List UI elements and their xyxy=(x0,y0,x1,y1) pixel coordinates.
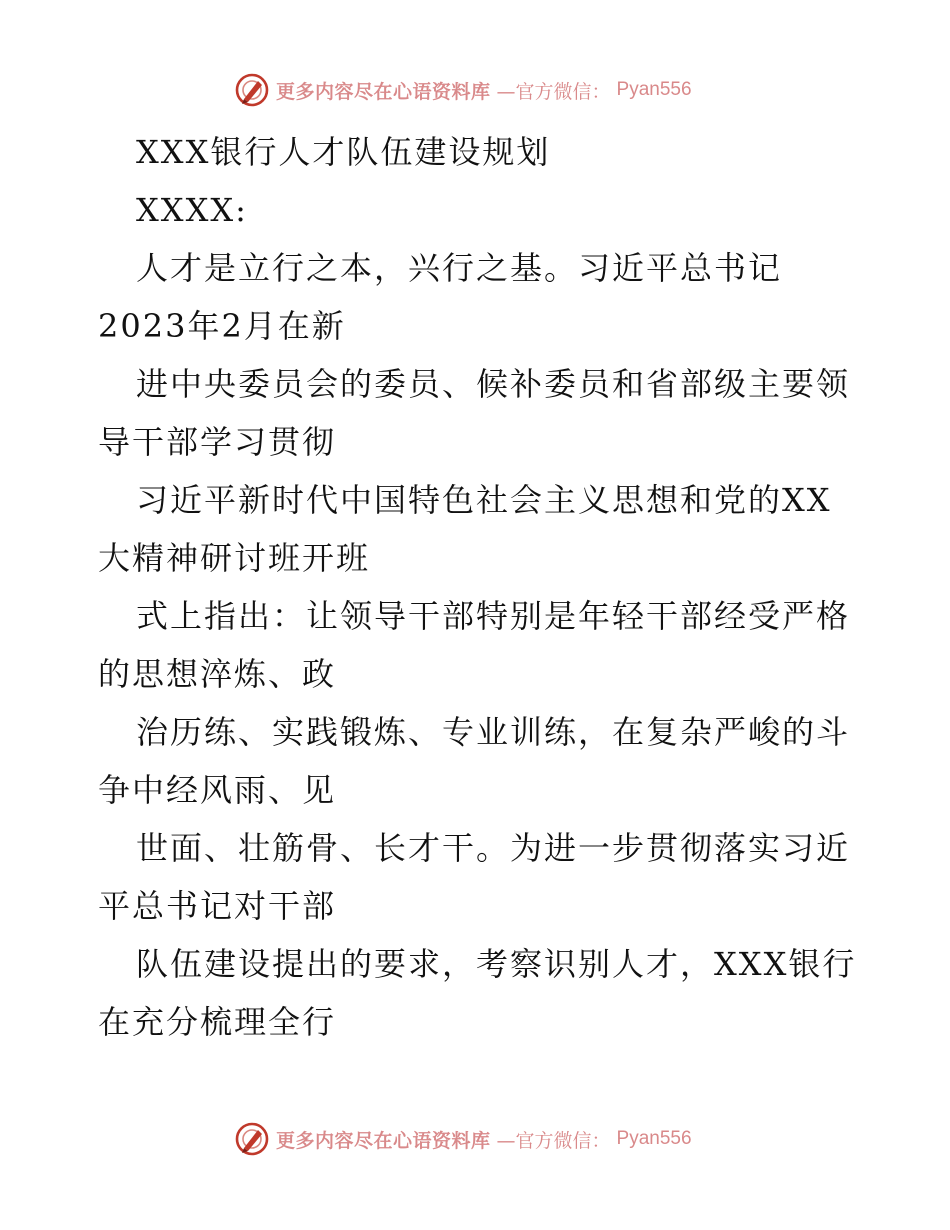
header-banner xyxy=(234,70,754,110)
body-line: 大精神研讨班开班 xyxy=(98,539,371,577)
body-line: 队伍建设提出的要求，考察识别人才，XXX银行 xyxy=(136,945,857,983)
body-line: 平总书记对干部 xyxy=(98,887,337,925)
body-line: 导干部学习贯彻 xyxy=(98,423,337,461)
body-line: 在充分梳理全行 xyxy=(98,1003,337,1041)
body-line: 人才是立行之本，兴行之基。习近平总书记 xyxy=(136,249,783,287)
banner-separator-text: —官方微信： xyxy=(496,1129,611,1152)
document-salutation: XXXX: xyxy=(136,191,248,229)
banner-wechat-id: Pyan556 xyxy=(616,1128,692,1149)
banner-site-text: 更多内容尽在心语资料库 xyxy=(276,1129,491,1152)
body-line: 进中央委员会的委员、候补委员和省部级主要领 xyxy=(136,365,851,403)
body-line: 的思想淬炼、政 xyxy=(98,655,337,693)
banner-site-text: 更多内容尽在心语资料库 xyxy=(276,80,491,103)
body-line: 2023年2月在新 xyxy=(98,307,346,345)
body-line: 习近平新时代中国特色社会主义思想和党的XX xyxy=(136,481,832,519)
document-body xyxy=(98,123,858,1051)
body-line: 治历练、实践锻炼、专业训练，在复杂严峻的斗 xyxy=(136,713,851,751)
footer-banner xyxy=(234,1119,754,1159)
banner-wechat-id: Pyan556 xyxy=(616,79,692,100)
pen-logo-icon xyxy=(234,72,270,108)
banner-separator-text: —官方微信： xyxy=(496,80,611,103)
pen-logo-icon xyxy=(234,1121,270,1157)
body-line: 式上指出：让领导干部特别是年轻干部经受严格 xyxy=(136,597,851,635)
document-title: XXX银行人才队伍建设规划 xyxy=(136,133,551,171)
body-line: 世面、壮筋骨、长才干。为进一步贯彻落实习近 xyxy=(136,829,851,867)
body-line: 争中经风雨、见 xyxy=(98,771,337,809)
